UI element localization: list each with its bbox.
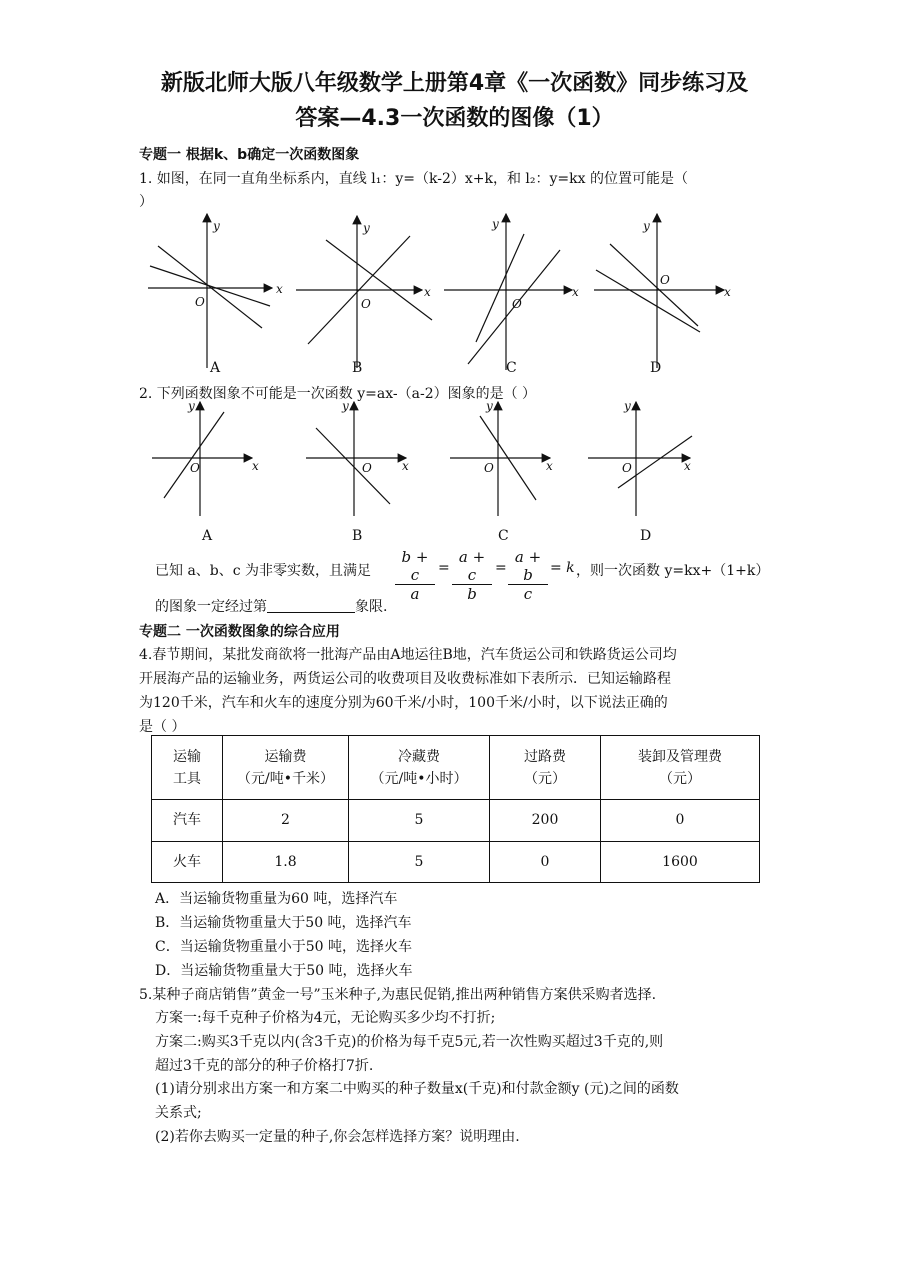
q3-equals-2: =: [495, 560, 507, 576]
q2-option-b: B: [352, 528, 363, 544]
table-cell: 5: [349, 800, 490, 842]
q1-option-c: C: [506, 360, 517, 376]
q4-choice-a: A．当运输货物重量为60 吨，选择汽车: [155, 891, 398, 907]
q3-equals-1: =: [438, 560, 450, 576]
q5-line: 方案一:每千克种子价格为4元，无论购买多少均不打折;: [155, 1010, 496, 1026]
table-cell: 1.8: [223, 841, 349, 883]
axis-x-label: x: [276, 282, 283, 296]
q2-graphs: [140, 398, 720, 546]
axis-y-label: y: [213, 219, 220, 233]
table-cell: 200: [490, 800, 601, 842]
section1-heading: 专题一 根据k、b确定一次函数图象: [139, 147, 360, 163]
table-cell: 1600: [601, 841, 760, 883]
table-row: [152, 841, 760, 883]
page-title-line1: 新版北师大版八年级数学上册第4章《一次函数》同步练习及: [160, 71, 749, 96]
fee-table: [151, 735, 760, 883]
axis-x-label: x: [402, 459, 409, 473]
origin-label: O: [622, 461, 632, 475]
q1-text-cont: ）: [139, 194, 153, 210]
q4-choice-b: B．当运输货物重量大于50 吨，选择汽车: [155, 915, 412, 931]
q5-line: 关系式;: [155, 1105, 202, 1121]
axis-y-label: y: [188, 399, 195, 413]
q2-text: 2. 下列函数图象不可能是一次函数 y=ax-（a-2）图象的是（ ）: [139, 386, 537, 402]
table-cell: 火车: [152, 841, 223, 883]
q3-line2-post: 象限.: [355, 599, 388, 615]
q3-fraction-2: a + c b: [452, 548, 492, 603]
axis-y-label: y: [342, 399, 349, 413]
origin-label: O: [190, 461, 200, 475]
table-cell: 0: [601, 800, 760, 842]
axis-y-label: y: [492, 217, 499, 231]
axis-x-label: x: [546, 459, 553, 473]
q1-text: 1. 如图，在同一直角坐标系内，直线 l₁：y=（k-2）x+k，和 l₂：y=kx 的位置可能是（: [139, 171, 688, 187]
q4-line: 为120千米，汽车和火车的速度分别为60千米/小时，100千米/小时，以下说法正确的: [139, 695, 668, 711]
q5-line: 超过3千克的部分的种子价格打7折.: [155, 1058, 374, 1074]
q5-line: 方案二:购买3千克以内(含3千克)的价格为每千克5元,若一次性购买超过3千克的,则: [155, 1034, 664, 1050]
origin-label: O: [660, 273, 670, 287]
section2-heading: 专题二 一次函数图象的综合应用: [139, 624, 340, 640]
table-header-row: [152, 736, 760, 800]
table-header-cell: 过路费 （元）: [490, 736, 601, 800]
q5-line: (1)请分别求出方案一和方案二中购买的种子数量x(千克)和付款金额y (元)之间的函数: [155, 1081, 679, 1097]
table-header-cell: 运输 工具: [152, 736, 223, 800]
axis-y-label: y: [624, 399, 631, 413]
q2-option-c: C: [498, 528, 509, 544]
origin-label: O: [362, 461, 372, 475]
q3-line2: [155, 596, 387, 616]
q4-choice-c: C．当运输货物重量小于50 吨，选择火车: [155, 939, 412, 955]
q1-option-d: D: [650, 360, 662, 376]
axis-y-label: y: [486, 399, 493, 413]
axis-y-label: y: [643, 219, 650, 233]
table-row: [152, 800, 760, 842]
q2-option-d: D: [640, 528, 652, 544]
q4-line: 是（ ）: [139, 719, 186, 735]
q4-line: 开展海产品的运输业务，两货运公司的收费项目及收费标准如下表所示．已知运输路程: [139, 671, 671, 687]
q1-option-a: A: [210, 360, 221, 376]
q1-graphs: [140, 208, 740, 376]
axis-x-label: x: [424, 285, 431, 299]
q1-option-b: B: [352, 360, 363, 376]
q5-line: 5.某种子商店销售”黄金一号”玉米种子,为惠民促销,推出两种销售方案供采购者选择.: [139, 987, 657, 1003]
table-cell: 5: [349, 841, 490, 883]
origin-label: O: [484, 461, 494, 475]
q3-answer-blank[interactable]: [267, 598, 355, 613]
q2-option-a: A: [202, 528, 213, 544]
q5-line: (2)若你去购买一定量的种子,你会怎样选择方案？说明理由.: [155, 1129, 520, 1145]
axis-x-label: x: [724, 285, 731, 299]
axis-x-label: x: [252, 459, 259, 473]
q4-line: 4.春节期间，某批发商欲将一批海产品由A地运往B地，汽车货运公司和铁路货运公司均: [139, 647, 677, 663]
q4-choice-d: D．当运输货物重量大于50 吨，选择火车: [155, 963, 413, 979]
axis-y-label: y: [363, 221, 370, 235]
table-cell: 0: [490, 841, 601, 883]
origin-label: O: [195, 295, 205, 309]
q3-k: = k: [550, 560, 575, 576]
table-cell: 汽车: [152, 800, 223, 842]
table-header-cell: 装卸及管理费 （元）: [601, 736, 760, 800]
origin-label: O: [512, 297, 522, 311]
origin-label: O: [361, 297, 371, 311]
q3-line2-pre: 的图象一定经过第: [155, 599, 267, 615]
page-title-line2: 答案—4.3一次函数的图像（1）: [295, 106, 614, 131]
table-header-cell: 运输费 （元/吨•千米）: [223, 736, 349, 800]
q3-fraction-1: b + c a: [395, 548, 435, 603]
q3-fraction-3: a + b c: [508, 548, 548, 603]
table-header-cell: 冷藏费 （元/吨•小时）: [349, 736, 490, 800]
q3-suffix: ，则一次函数 y=kx+（1+k）: [576, 563, 770, 579]
table-cell: 2: [223, 800, 349, 842]
axis-x-label: x: [572, 285, 579, 299]
axis-x-label: x: [684, 459, 691, 473]
q3-prefix: 已知 a、b、c 为非零实数，且满足: [155, 563, 372, 579]
